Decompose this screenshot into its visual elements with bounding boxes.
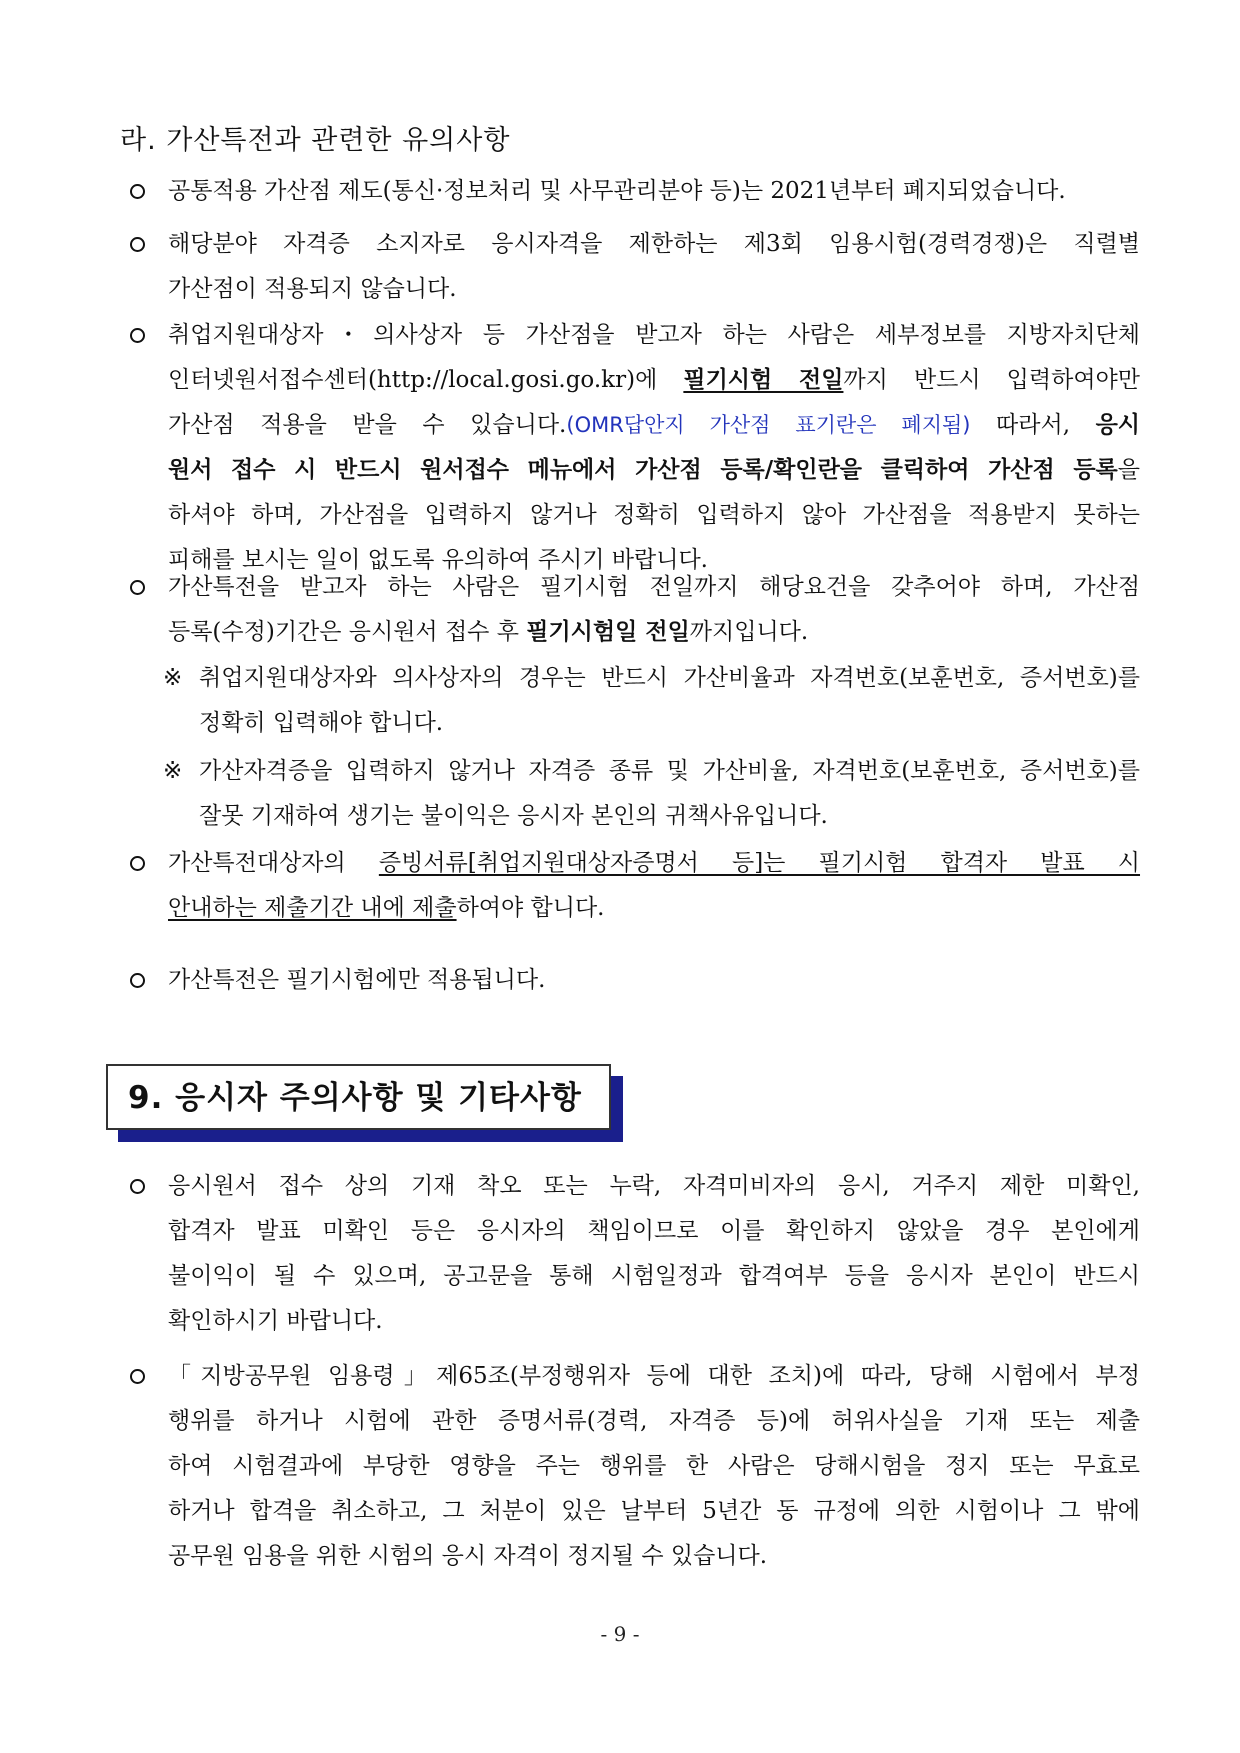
note-line: 정확히 입력해야 합니다.	[199, 710, 444, 736]
item-text: 까지 반드시 입력하여야만	[843, 367, 1140, 393]
item-line: 「지방공무원 임용령」제65조(부정행위자 등에 대한 조치)에 따라, 당해 시험에서 부정	[168, 1363, 1140, 1389]
item-line: 하거나 합격을 취소하고, 그 처분이 있은 날부터 5년간 동 규정에 의한 시험이나 그 밖에	[168, 1498, 1140, 1524]
item-line	[130, 358, 1140, 403]
item-text: 가산특전대상자의	[168, 850, 379, 876]
list-item	[130, 565, 1140, 655]
emphasis-text: 원서 접수 시 반드시 원서접수 메뉴에서 가산점 등록/확인란을 클릭하여 가산점 등록	[168, 457, 1118, 483]
circle-bullet-icon	[130, 237, 145, 252]
circle-bullet-icon	[130, 1369, 145, 1384]
omr-note: (OMR답안지 가산점 표기란은 폐지됨)	[566, 413, 971, 437]
item-line: 불이익이 될 수 있으며, 공고문을 통해 시험일정과 합격여부 등을 응시자 본인이 반드시	[168, 1263, 1140, 1289]
note-line: 취업지원대상자와 의사상자의 경우는 반드시 가산비율과 자격번호(보훈번호, 증서번호)를	[199, 665, 1140, 691]
item-line: 행위를 하거나 시험에 관한 증명서류(경력, 자격증 등)에 허위사실을 기재 또는 제출	[168, 1408, 1140, 1434]
item-text: 을	[1117, 457, 1140, 483]
item-line: 응시원서 접수 상의 기재 착오 또는 누락, 자격미비자의 응시, 거주지 제한 미확인,	[168, 1173, 1140, 1199]
item-line: 합격자 발표 미확인 등은 응시자의 책임이므로 이를 확인하지 않았을 경우 본인에게	[168, 1218, 1140, 1244]
item-line: 확인하시기 바랍니다.	[168, 1308, 383, 1334]
item-line: 취업지원대상자・의사상자 등 가산점을 받고자 하는 사람은 세부정보를 지방자치단체	[168, 322, 1140, 348]
item-text: 가산점 적용을 받을 수 있습니다.	[168, 412, 567, 438]
note-line: 가산자격증을 입력하지 않거나 자격증 종류 및 가산비율, 자격번호(보훈번호, 증서번호)를	[199, 758, 1140, 784]
item-text: 하여야 합니다.	[456, 895, 605, 921]
list-item	[130, 222, 1140, 312]
item-line: 가산특전을 받고자 하는 사람은 필기시험 전일까지 해당요건을 갖추어야 하며, 가산점	[168, 574, 1140, 600]
reference-note	[163, 656, 1140, 746]
reference-mark: ※	[163, 758, 183, 784]
item-text: 까지입니다.	[689, 619, 809, 645]
circle-bullet-icon	[130, 973, 145, 988]
item-line	[130, 403, 1140, 448]
underlined-text: 증빙서류[취업지원대상자증명서 등]는 필기시험 합격자 발표 시	[378, 850, 1141, 876]
emphasis-text: 응시	[1095, 412, 1140, 438]
item-text: 따라서,	[970, 412, 1096, 438]
reference-note	[163, 749, 1140, 839]
item-line: 하셔야 하며, 가산점을 입력하지 않거나 정확히 입력하지 않아 가산점을 적용받지 못하는	[168, 502, 1140, 528]
item-line: 피해를 보시는 일이 없도록 유의하여 주시기 바랍니다.	[168, 547, 708, 573]
circle-bullet-icon	[130, 1179, 145, 1194]
circle-bullet-icon	[130, 328, 145, 343]
item-line: 하여 시험결과에 부당한 영향을 주는 행위를 한 사람은 당해시험을 정지 또는 무효로	[168, 1453, 1140, 1479]
item-line: 공무원 임용을 위한 시험의 응시 자격이 정지될 수 있습니다.	[168, 1543, 768, 1569]
subsection-heading: 라. 가산특전과 관련한 유의사항	[120, 125, 511, 156]
item-line	[130, 610, 1140, 655]
page-number: - 9 -	[600, 1622, 640, 1646]
item-line: 가산점이 적용되지 않습니다.	[168, 276, 457, 302]
item-text: 인터넷원서접수센터(http://local.gosi.go.kr)에	[168, 367, 684, 393]
list-item	[130, 169, 1140, 214]
emphasis-deadline: 필기시험 전일	[683, 367, 844, 393]
section-title: 9. 응시자 주의사항 및 기타사항	[128, 1080, 582, 1116]
list-item	[130, 841, 1140, 931]
reference-mark: ※	[163, 665, 183, 691]
circle-bullet-icon	[130, 184, 145, 199]
list-item	[130, 958, 1140, 1003]
item-line	[130, 841, 1140, 886]
item-line	[130, 448, 1140, 493]
item-line: 가산특전은 필기시험에만 적용됩니다.	[168, 967, 546, 993]
item-line: 해당분야 자격증 소지자로 응시자격을 제한하는 제3회 임용시험(경력경쟁)은 직렬별	[168, 231, 1140, 257]
list-item	[130, 1164, 1140, 1344]
item-line: 공통적용 가산점 제도(통신·정보처리 및 사무관리분야 등)는 2021년부터 폐지되었습니다.	[168, 178, 1066, 204]
emphasis-deadline: 필기시험일 전일	[526, 619, 690, 645]
circle-bullet-icon	[130, 856, 145, 871]
list-item	[130, 313, 1140, 583]
circle-bullet-icon	[130, 580, 145, 595]
note-line: 잘못 기재하여 생기는 불이익은 응시자 본인의 귀책사유입니다.	[199, 803, 828, 829]
item-line	[130, 886, 1140, 931]
list-item	[130, 1354, 1140, 1579]
item-text: 등록(수정)기간은 응시원서 접수 후	[168, 619, 527, 645]
underlined-text: 안내하는 제출기간 내에 제출	[168, 895, 457, 921]
